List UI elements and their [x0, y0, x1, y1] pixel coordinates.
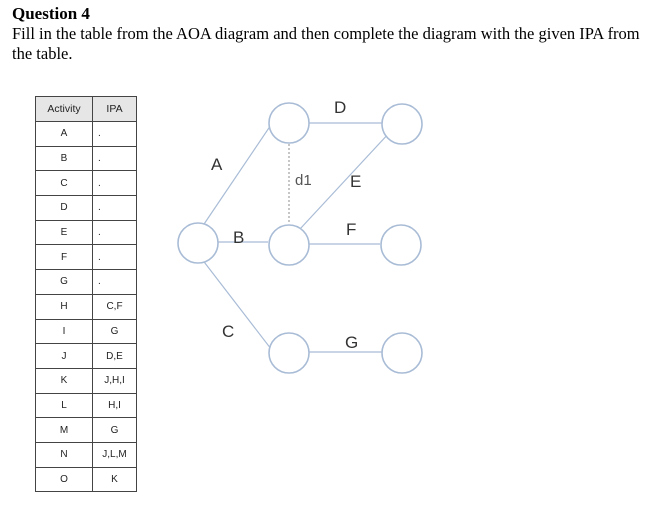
ipa-cell: . — [93, 196, 137, 221]
label-d1: d1 — [295, 172, 312, 189]
node-5 — [381, 225, 421, 265]
activity-cell: A — [36, 122, 93, 147]
question-text: Fill in the table from the AOA diagram and then complete the diagram with the given IPA from the table. — [12, 24, 640, 63]
ipa-cell: G — [93, 418, 137, 443]
activity-cell: O — [36, 467, 93, 492]
ipa-cell: . — [93, 171, 137, 196]
activity-cell: L — [36, 393, 93, 418]
header-ipa: IPA — [93, 97, 137, 122]
node-3 — [382, 104, 422, 144]
activity-cell: K — [36, 368, 93, 393]
label-f: F — [346, 220, 357, 239]
ipa-cell: J,H,I — [93, 368, 137, 393]
ipa-cell: . — [93, 220, 137, 245]
label-b: B — [233, 228, 245, 247]
ipa-cell: D,E — [93, 344, 137, 369]
ipa-cell: . — [93, 146, 137, 171]
ipa-cell: K — [93, 467, 137, 492]
ipa-cell: C,F — [93, 294, 137, 319]
activity-cell: H — [36, 294, 93, 319]
ipa-cell: J,L,M — [93, 442, 137, 467]
label-g: G — [345, 333, 359, 352]
label-c: C — [222, 322, 235, 341]
node-7 — [382, 333, 422, 373]
label-a: A — [211, 155, 223, 174]
activity-cell: C — [36, 171, 93, 196]
arrow-c — [198, 254, 278, 358]
node-4 — [269, 225, 309, 265]
node-2 — [269, 103, 309, 143]
question-title: Question 4 — [12, 4, 90, 23]
ipa-cell: G — [93, 319, 137, 344]
activity-cell: I — [36, 319, 93, 344]
activity-cell: M — [36, 418, 93, 443]
activity-cell: B — [36, 146, 93, 171]
node-6 — [269, 333, 309, 373]
activity-cell: E — [36, 220, 93, 245]
activity-cell: N — [36, 442, 93, 467]
ipa-cell: . — [93, 245, 137, 270]
node-1 — [178, 223, 218, 263]
label-e: E — [350, 172, 362, 191]
activity-cell: J — [36, 344, 93, 369]
ipa-cell: . — [93, 122, 137, 147]
ipa-cell: . — [93, 270, 137, 295]
activity-cell: G — [36, 270, 93, 295]
header-activity: Activity — [36, 97, 93, 122]
arrow-e — [300, 132, 390, 229]
label-d: D — [334, 98, 347, 117]
activity-cell: F — [36, 245, 93, 270]
activity-cell: D — [36, 196, 93, 221]
ipa-cell: H,I — [93, 393, 137, 418]
